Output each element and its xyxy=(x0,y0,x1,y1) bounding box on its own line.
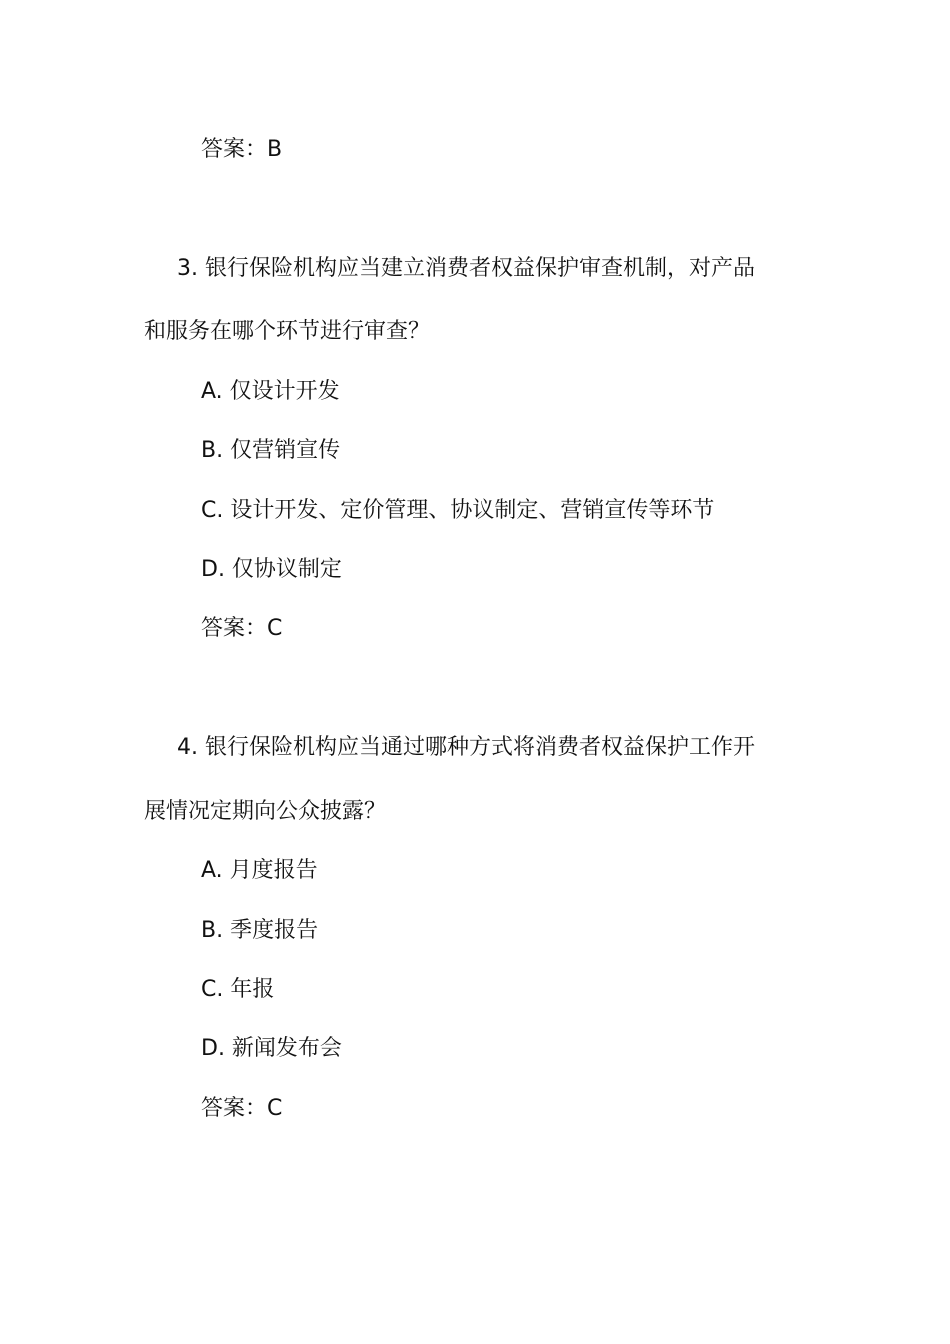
question-3-option-c: C. 设计开发、定价管理、协议制定、营销宣传等环节 xyxy=(201,498,715,523)
question-4-answer: 答案：C xyxy=(201,1096,283,1121)
question-4-option-b: B. 季度报告 xyxy=(201,918,319,943)
question-3-option-a: A. 仅设计开发 xyxy=(201,379,340,404)
question-3-text-line-1: 3. 银行保险机构应当建立消费者权益保护审查机制，对产品 xyxy=(177,256,755,281)
answer-previous: 答案：B xyxy=(201,137,283,162)
question-4-text-line-2: 展情况定期向公众披露？ xyxy=(144,799,387,824)
question-3-text-line-2: 和服务在哪个环节进行审查？ xyxy=(144,319,431,344)
question-4-text-line-1: 4. 银行保险机构应当通过哪种方式将消费者权益保护工作开 xyxy=(177,735,755,760)
question-3-option-b: B. 仅营销宣传 xyxy=(201,438,341,463)
question-3-option-d: D. 仅协议制定 xyxy=(201,557,342,582)
question-4-option-c: C. 年报 xyxy=(201,977,275,1002)
question-4-option-d: D. 新闻发布会 xyxy=(201,1036,342,1061)
question-3-answer: 答案：C xyxy=(201,616,283,641)
question-4-option-a: A. 月度报告 xyxy=(201,858,318,883)
